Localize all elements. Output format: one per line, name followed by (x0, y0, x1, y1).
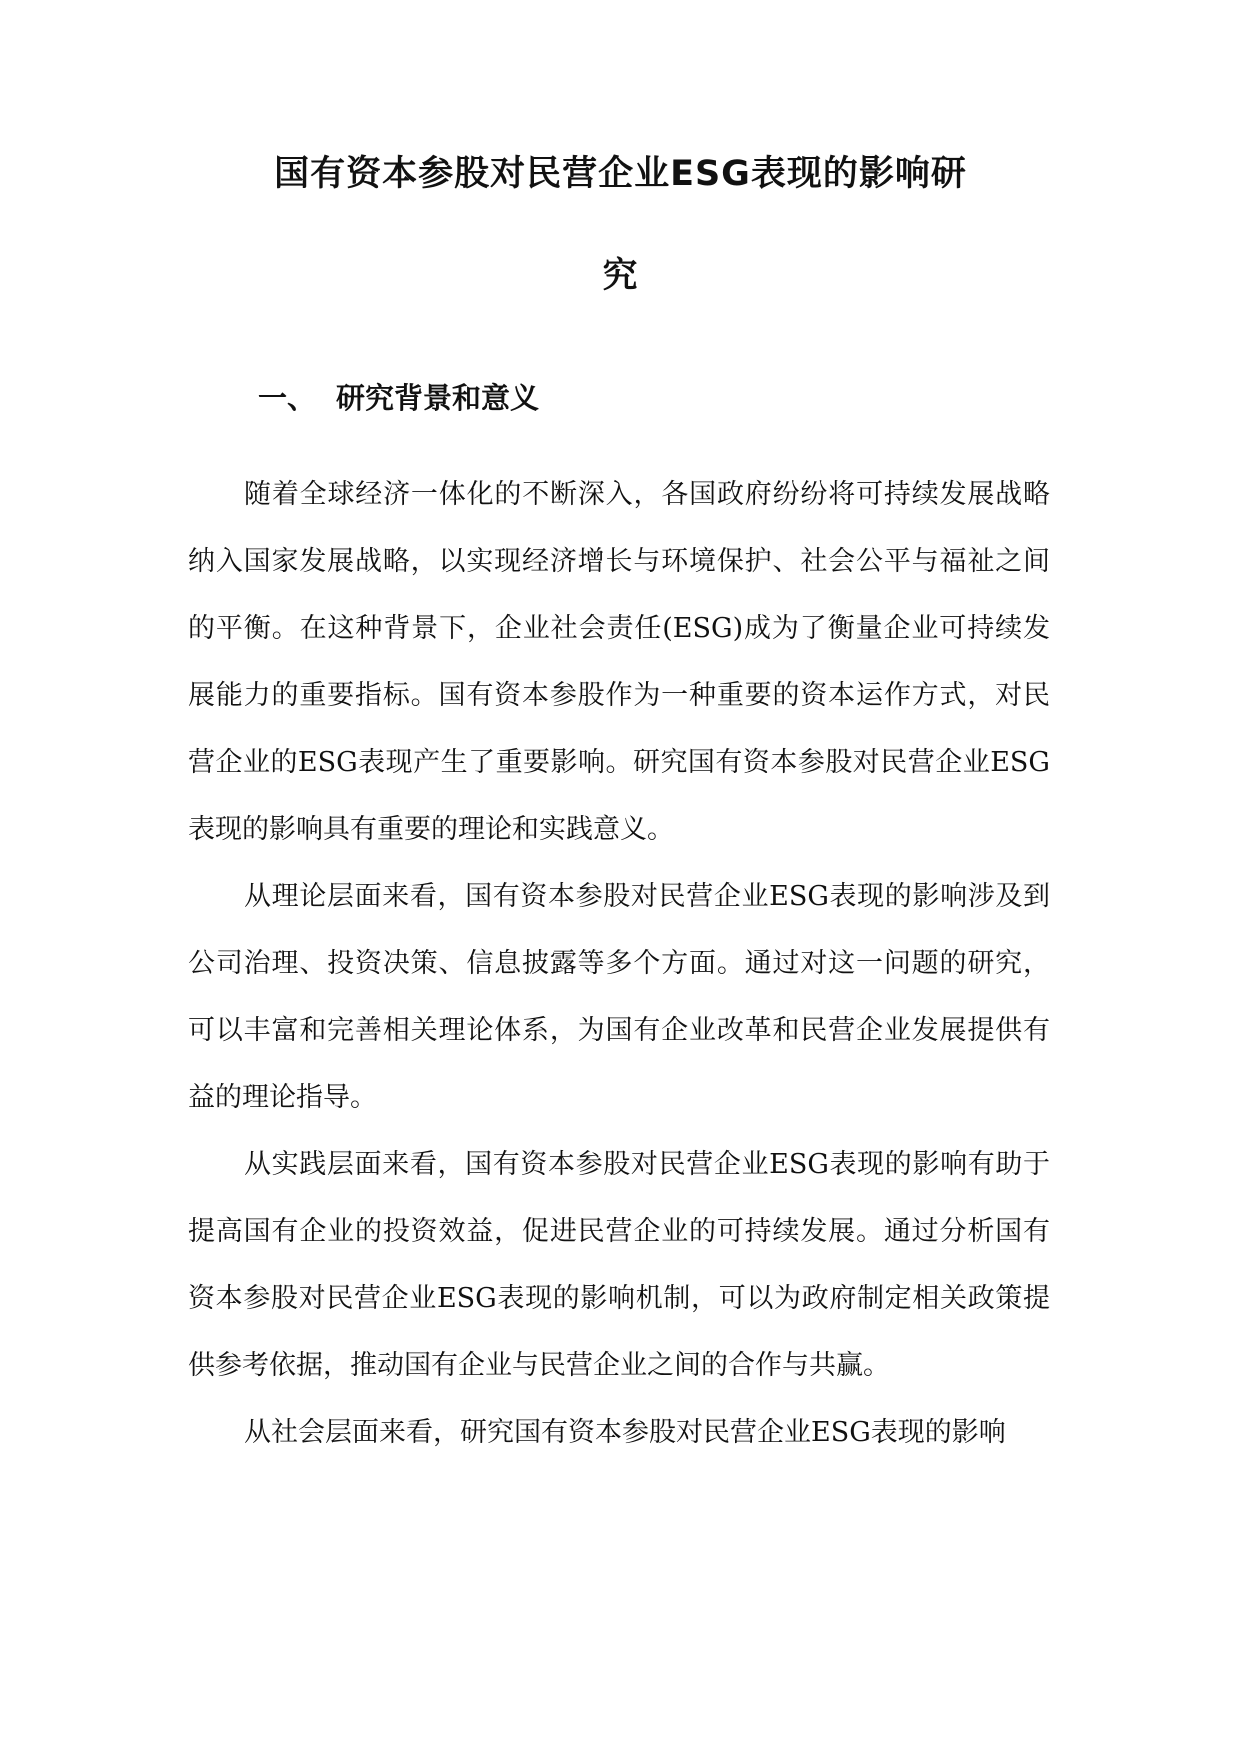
paragraph: 从实践层面来看，国有资本参股对民营企业ESG表现的影响有助于提高国有企业的投资效益，促进民营企业的可持续发展。通过分析国有资本参股对民营企业ESG表现的影响机制，可以为政府制定相关政策提供参考依据，推动国有企业与民营企业之间的合作与共赢。 (188, 1149, 1050, 1381)
section-title: 研究背景和意义 (336, 381, 540, 415)
document-title-line-2: 究 (602, 256, 639, 296)
paragraph: 随着全球经济一体化的不断深入，各国政府纷纷将可持续发展战略纳入国家发展战略，以实现经济增长与环境保护、社会公平与福祉之间的平衡。在这种背景下，企业社会责任(ESG)成为了衡量企业可持续发展能力的重要指标。国有资本参股作为一种重要的资本运作方式，对民营企业的ESG表现产生了重要影响。研究国有资本参股对民营企业ESG表现的影响具有重要的理论和实践意义。 (188, 479, 1050, 845)
section-heading (258, 378, 539, 418)
paragraph: 从社会层面来看，研究国有资本参股对民营企业ESG表现的影响 (244, 1417, 1006, 1448)
document-title-line-1: 国有资本参股对民营企业ESG表现的影响研 (274, 154, 967, 194)
paragraph: 从理论层面来看，国有资本参股对民营企业ESG表现的影响涉及到公司治理、投资决策、信息披露等多个方面。通过对这一问题的研究，可以丰富和完善相关理论体系，为国有企业改革和民营企业发展提供有益的理论指导。 (188, 881, 1050, 1113)
body-text (188, 461, 1050, 1466)
section-number: 一、 (258, 381, 317, 415)
